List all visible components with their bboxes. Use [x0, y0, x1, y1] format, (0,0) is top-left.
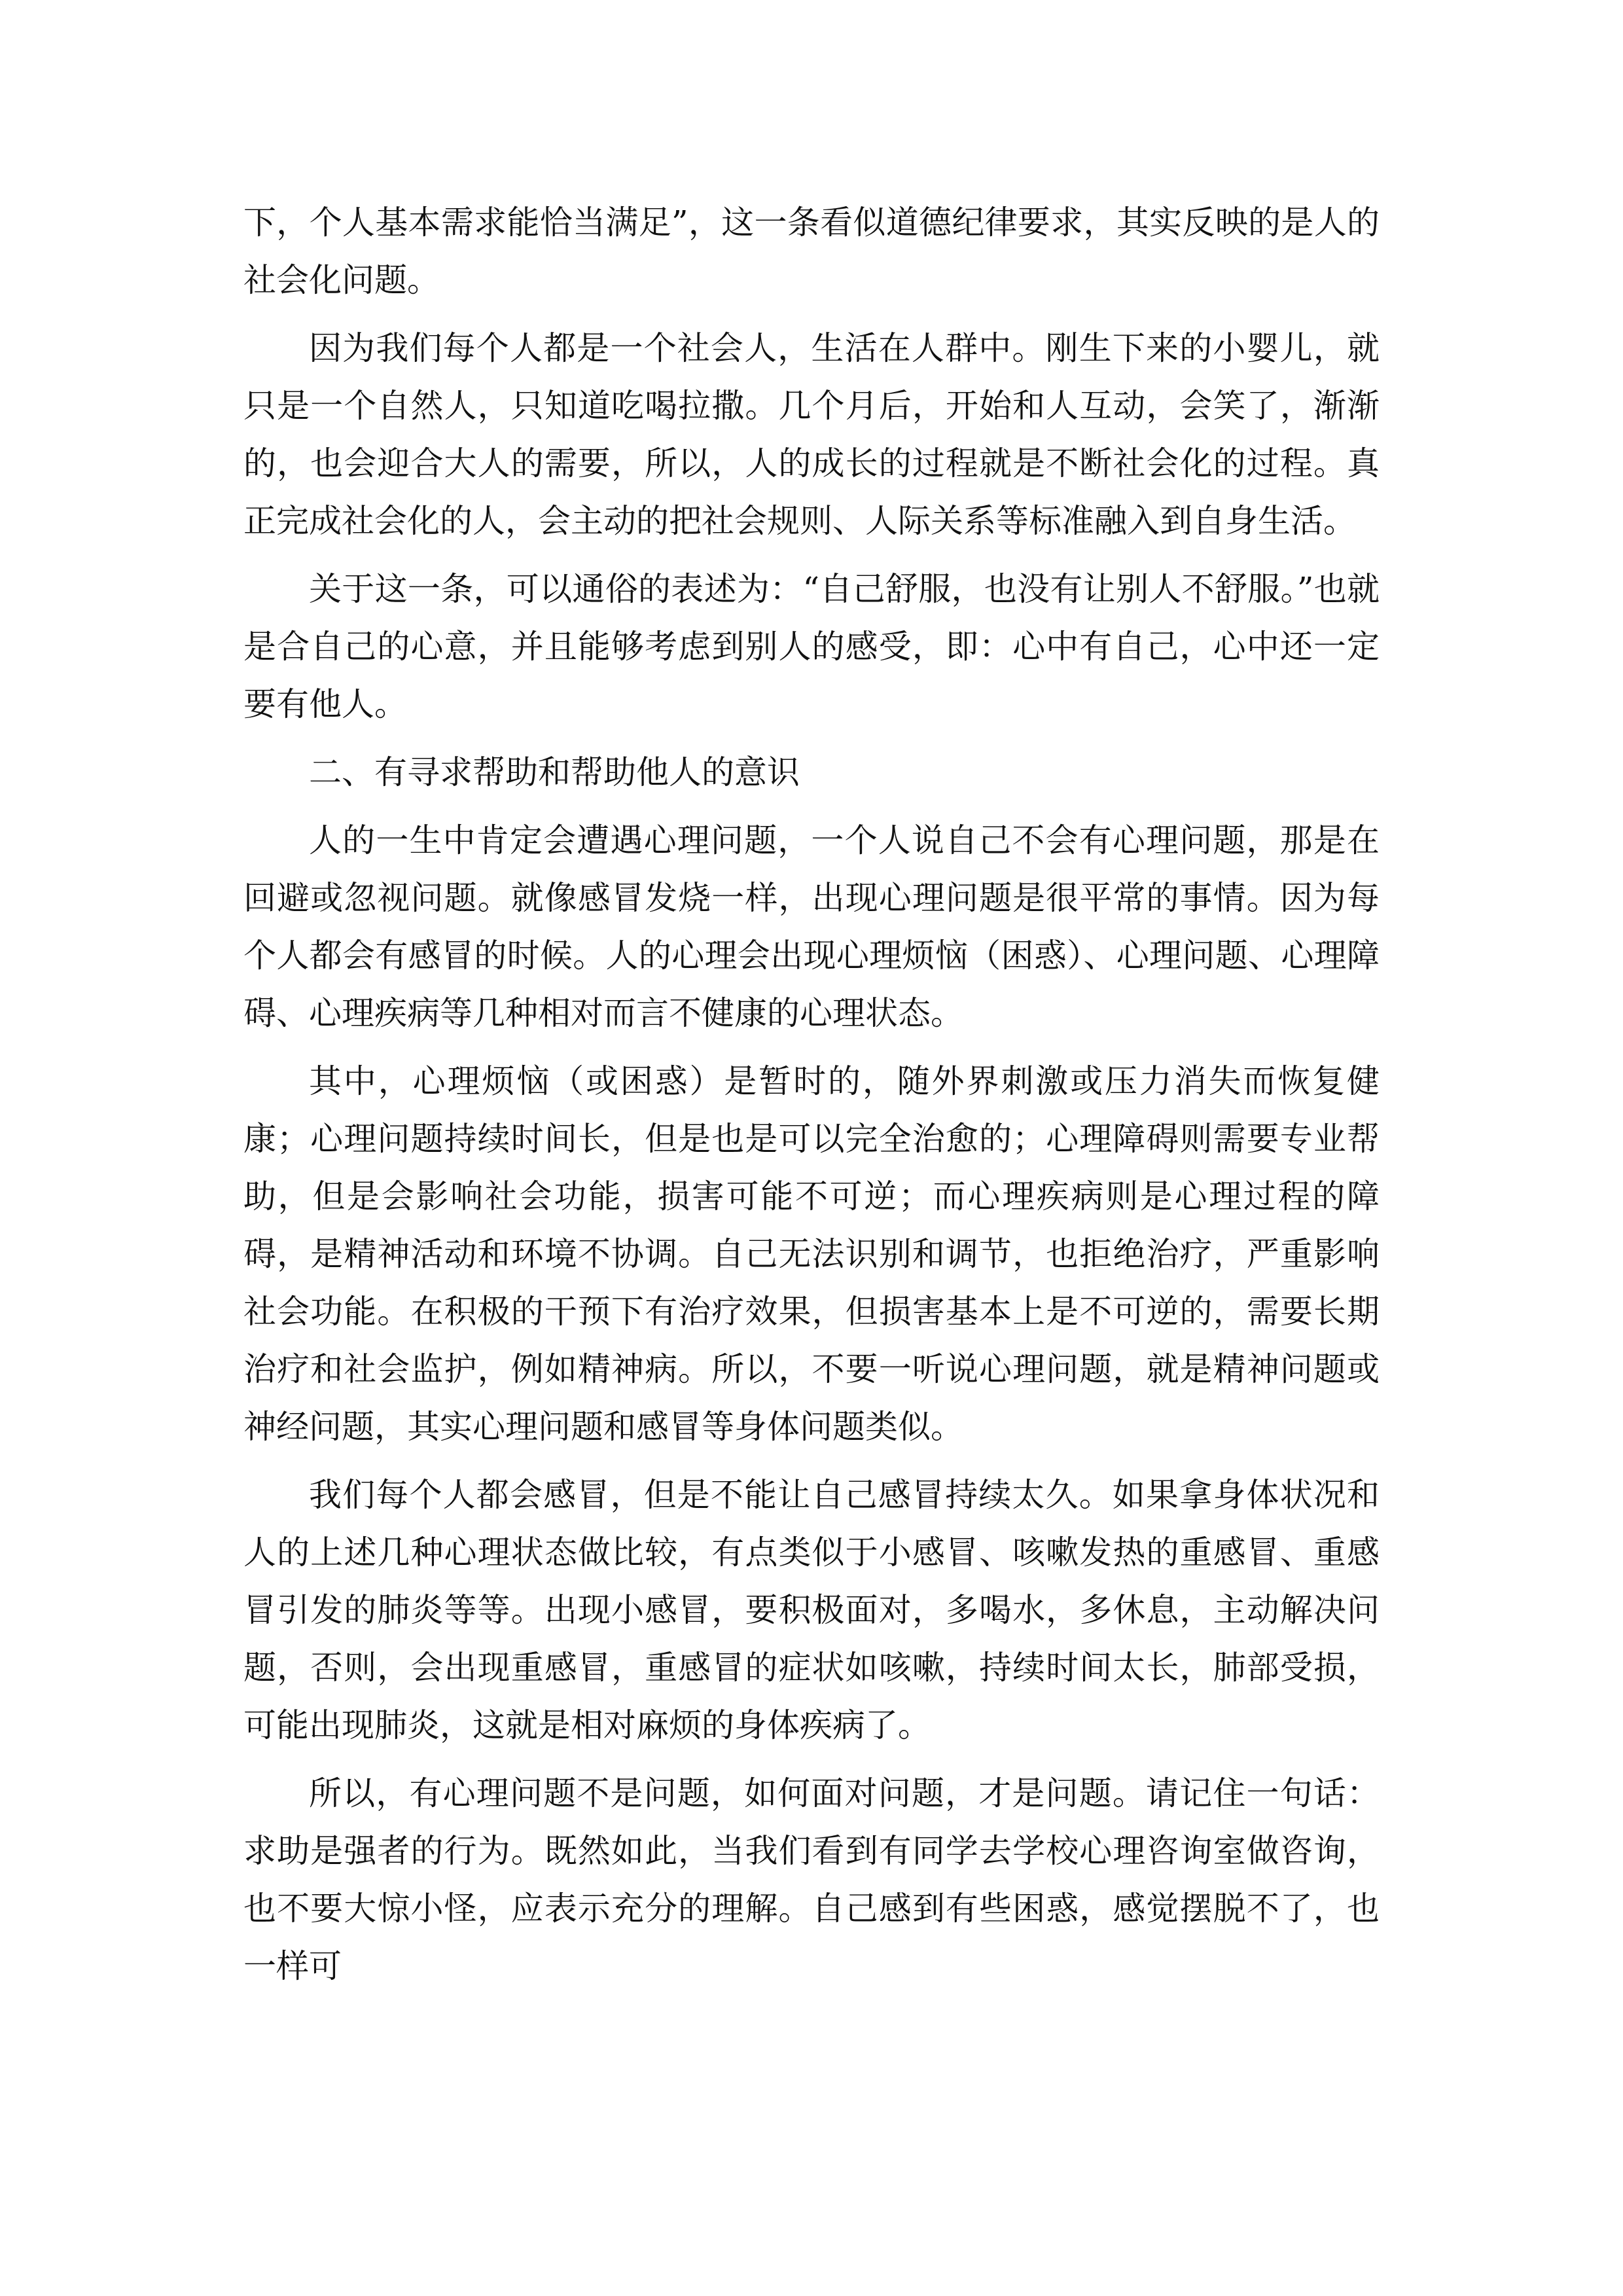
paragraph-6: 其中，心理烦恼（或困惑）是暂时的，随外界刺激或压力消失而恢复健康；心理问题持续时间长，但是也是可以完全治愈的；心理障碍则需要专业帮助，但是会影响社会功能，损害可能不可逆；而心理疾病则是心理过程的障碍，是精神活动和环境不协调。自己无法识别和调节，也拒绝治疗，严重影响社会功能。在积极的干预下有治疗效果，但损害基本上是不可逆的，需要长期治疗和社会监护，例如精神病。所以，不要一听说心理问题，就是精神问题或神经问题，其实心理问题和感冒等身体问题类似。: [243, 1062, 1380, 1446]
paragraph-2: 因为我们每个人都是一个社会人，生活在人群中。刚生下来的小婴儿，就只是一个自然人，只知道吃喝拉撒。几个月后，开始和人互动，会笑了，渐渐的，也会迎合大人的需要，所以，人的成长的过程就是不断社会化的过程。真正完成社会化的人，会主动的把社会规则、人际关系等标准融入到自身生活。: [243, 329, 1380, 540]
document-body: [243, 194, 1380, 1995]
paragraph-7: 我们每个人都会感冒，但是不能让自己感冒持续太久。如果拿身体状况和人的上述几种心理状态做比较，有点类似于小感冒、咳嗽发热的重感冒、重感冒引发的肺炎等等。出现小感冒，要积极面对，多喝水，多休息，主动解决问题，否则，会出现重感冒，重感冒的症状如咳嗽，持续时间太长，肺部受损，可能出现肺炎，这就是相对麻烦的身体疾病了。: [243, 1476, 1380, 1744]
paragraph-8: 所以，有心理问题不是问题，如何面对问题，才是问题。请记住一句话：求助是强者的行为。既然如此，当我们看到有同学去学校心理咨询室做咨询，也不要大惊小怪，应表示充分的理解。自己感到有些困惑，感觉摆脱不了，也一样可: [243, 1774, 1380, 1985]
section-heading: 二、有寻求帮助和帮助他人的意识: [309, 753, 800, 791]
paragraph-1: 下，个人基本需求能恰当满足”，这一条看似道德纪律要求，其实反映的是人的社会化问题。: [243, 204, 1380, 299]
paragraph-3: 关于这一条，可以通俗的表述为：“自己舒服，也没有让别人不舒服。”也就是合自己的心意，并且能够考虑到别人的感受，即：心中有自己，心中还一定要有他人。: [243, 570, 1380, 723]
paragraph-5: 人的一生中肯定会遭遇心理问题，一个人说自己不会有心理问题，那是在回避或忽视问题。就像感冒发烧一样，出现心理问题是很平常的事情。因为每个人都会有感冒的时候。人的心理会出现心理烦恼（困惑）、心理问题、心理障碍、心理疾病等几种相对而言不健康的心理状态。: [243, 821, 1380, 1032]
